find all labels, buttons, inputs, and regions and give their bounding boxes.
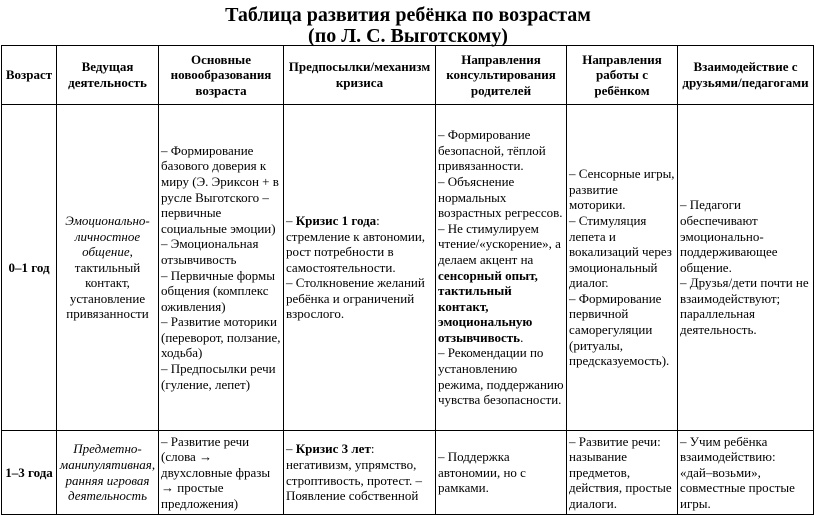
row1-work-item: – Сенсорные игры, развитие моторики.: [569, 166, 675, 213]
row1-work-item: – Формирование первичной саморегуляции (ритуалы, предсказуемость).: [569, 290, 670, 369]
row1-neoplasm-item: – Предпосылки речи (гуление, лепет): [161, 361, 276, 392]
row2-consult: [435, 430, 567, 515]
development-table: [1, 45, 814, 515]
row1-age: 0–1 год: [1, 104, 57, 431]
row2-crisis-dash: –: [286, 441, 296, 457]
row1-neoplasm-item: – Первичные формы общения (комплекс оживления): [161, 267, 275, 314]
row1-activity: [56, 104, 159, 431]
row2-interaction: [677, 430, 814, 515]
header-activity: Ведущая деятельность: [56, 45, 159, 105]
row2-activity: Предметно-манипулятивная, ранняя игровая деятельность: [56, 430, 159, 515]
row2-work: [566, 430, 678, 515]
page-title: Таблица развития ребёнка по возрастам: [225, 4, 591, 26]
row2-age: 1–3 года: [1, 430, 57, 515]
row1-interaction: [677, 104, 814, 431]
row1-activity-rest: , тактильный контакт, установление привязанности: [66, 244, 149, 322]
row1-crisis: [283, 104, 436, 431]
row1-consult-item: – Объяснение нормальных возрастных регрессов.: [438, 173, 563, 221]
row1-work-item: – Стимуляция лепета и вокализаций через эмоциональный диалог.: [569, 212, 672, 291]
row1-work: [566, 104, 678, 431]
row2-work-item: – Развитие речи: называние предметов, действия, простые диалоги.: [569, 433, 672, 511]
row1-neoplasms: [158, 104, 284, 431]
header-interaction: Взаимодействие с друзьями/педагогами: [677, 45, 814, 105]
row1-crisis-bold: Кризис 1 года: [295, 212, 377, 228]
row2-consult-item: – Поддержка автономии, но с рамками.: [438, 449, 526, 496]
row1-consult-3-pre: – Не стимулируем чтение/«ускорение», а делаем акцент на: [438, 220, 561, 267]
row1-consult-3-bold: сенсорный опыт, тактильный контакт, эмоциональную отзывчивость: [438, 267, 538, 345]
row2-crisis: [283, 430, 436, 515]
row1-consult-item: – Рекомендации по установлению режима, поддержанию чувства безопасности.: [438, 345, 564, 408]
row1-neoplasm-item: – Развитие моторики (переворот, ползание, ходьба): [161, 314, 281, 361]
row2-neoplasms: [158, 430, 284, 515]
header-age: Возраст: [1, 45, 57, 105]
header-neoplasms: Основные новообразования возраста: [158, 45, 284, 105]
row1-interaction-item: – Педагоги обеспечивают эмоционально-поддерживающее общение.: [680, 197, 778, 275]
row1-interaction-item: – Друзья/дети почти не взаимодействуют; параллельная деятельность.: [680, 275, 809, 338]
row2-crisis-rest: : негативизм, упрямство, строптивость, протест. – Появление собственной: [286, 441, 422, 504]
row1-crisis-rest: : стремление к автономии, рост потребности в самостоятельности.: [286, 212, 426, 275]
header-crisis: Предпосылки/механизм кризиса: [283, 45, 436, 105]
row2-neoplasm-item: – Развитие речи (слова → двухсловные фразы → простые предложения): [161, 433, 271, 511]
row1-consult-3-end: .: [520, 329, 524, 345]
row1-activity-italic: Эмоционально-личностное общение: [65, 212, 150, 260]
header-work: Направления работы с ребёнком: [566, 45, 678, 105]
row1-consult: [435, 104, 567, 431]
row2-interaction-item: – Учим ребёнка взаимодействию: «дай–возьми», совместные простые игры.: [680, 433, 795, 511]
row1-consult-item: – Формирование безопасной, тёплой привязанности.: [438, 127, 546, 174]
row1-neoplasm-item: – Формирование базового доверия к миру (Э. Эриксон + в русле Выготского – первичные социальные эмоции): [161, 142, 279, 236]
header-consult: Направления консультирования родителей: [435, 45, 567, 105]
page-subtitle: (по Л. С. Выготскому): [308, 25, 508, 47]
row1-neoplasm-item: – Эмоциональная отзывчивость: [161, 236, 259, 267]
row1-crisis-line2: – Столкновение желаний ребёнка и ограничений взрослого.: [286, 275, 425, 322]
row1-crisis-dash: –: [286, 212, 296, 228]
row2-crisis-bold: Кризис 3 лет: [295, 441, 371, 457]
